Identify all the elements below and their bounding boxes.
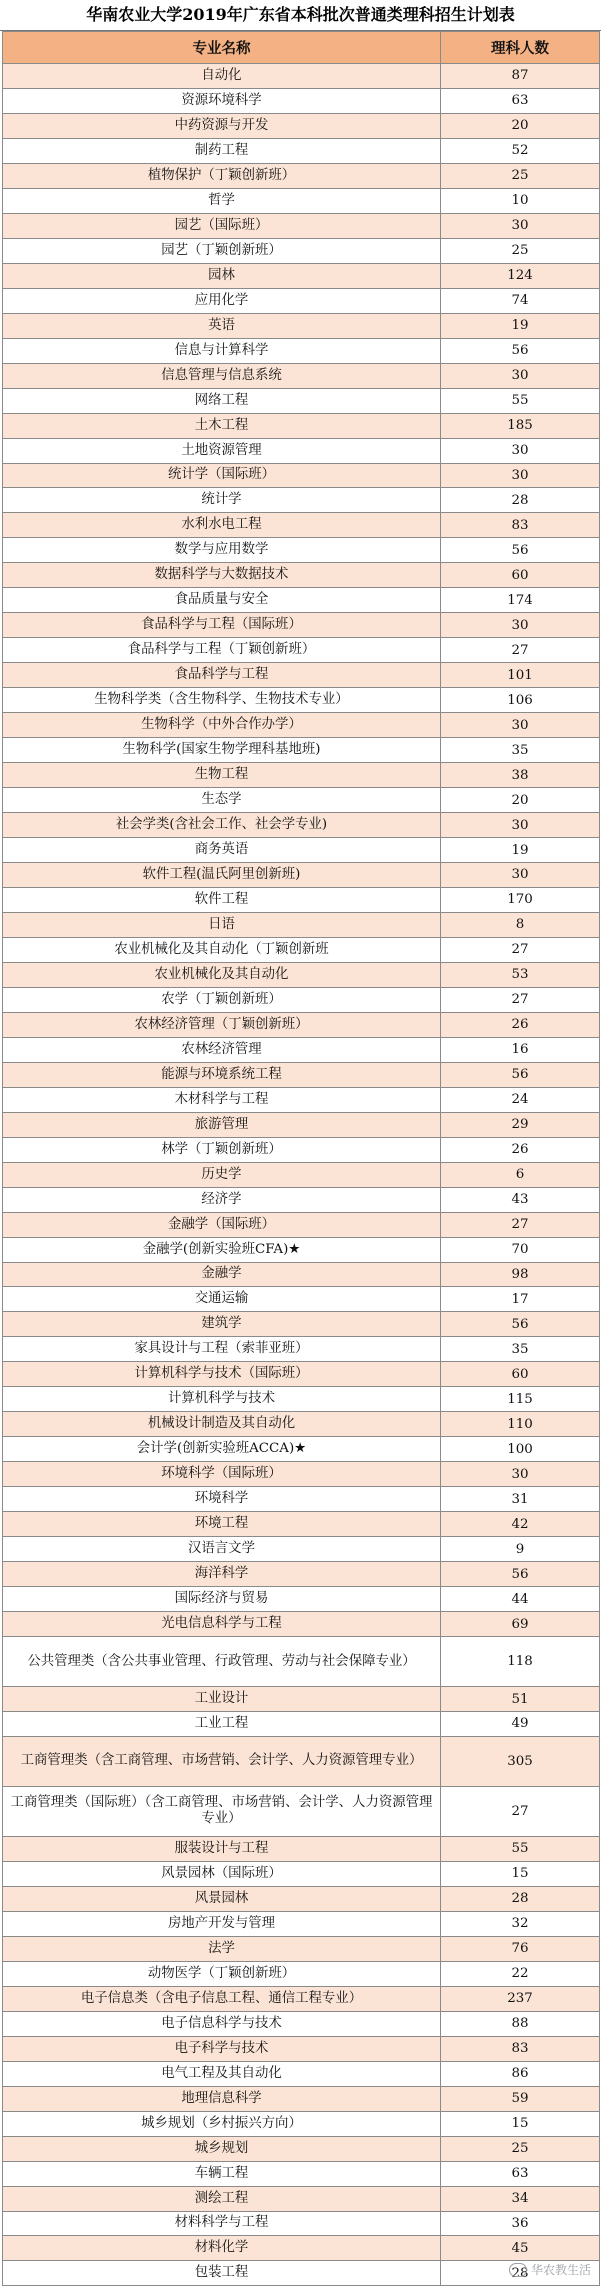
science-count-cell: 35 xyxy=(441,1337,600,1362)
science-count-cell: 19 xyxy=(441,838,600,863)
science-count-cell: 124 xyxy=(441,263,600,288)
major-name-cell: 商务英语 xyxy=(3,838,441,863)
major-name-cell: 生态学 xyxy=(3,788,441,813)
major-name-cell: 食品科学与工程（国际班） xyxy=(3,613,441,638)
major-name-cell: 中药资源与开发 xyxy=(3,113,441,138)
enrollment-table xyxy=(2,31,600,2286)
table-row xyxy=(3,363,600,388)
science-count-cell: 44 xyxy=(441,1587,600,1612)
science-count-cell: 59 xyxy=(441,2086,600,2111)
science-count-cell: 35 xyxy=(441,738,600,763)
science-count-cell: 45 xyxy=(441,2236,600,2261)
major-name-cell: 地理信息科学 xyxy=(3,2086,441,2111)
science-count-cell: 305 xyxy=(441,1736,600,1786)
table-row xyxy=(3,1462,600,1487)
major-name-cell: 农林经济管理 xyxy=(3,1037,441,1062)
table-row xyxy=(3,713,600,738)
major-name-cell: 软件工程(温氏阿里创新班) xyxy=(3,863,441,888)
major-name-cell: 城乡规划 xyxy=(3,2136,441,2161)
table-row xyxy=(3,663,600,688)
table-row xyxy=(3,1836,600,1861)
major-name-cell: 制药工程 xyxy=(3,138,441,163)
major-name-cell: 环境科学 xyxy=(3,1487,441,1512)
table-row xyxy=(3,338,600,363)
table-row xyxy=(3,1262,600,1287)
table-row xyxy=(3,238,600,263)
major-name-cell: 农林经济管理（丁颖创新班） xyxy=(3,1012,441,1037)
major-name-cell: 土地资源管理 xyxy=(3,438,441,463)
science-count-cell: 19 xyxy=(441,313,600,338)
science-count-cell: 27 xyxy=(441,638,600,663)
table-row xyxy=(3,1087,600,1112)
major-name-cell: 动物医学（丁颖创新班） xyxy=(3,1961,441,1986)
major-name-cell: 英语 xyxy=(3,313,441,338)
science-count-cell: 8 xyxy=(441,912,600,937)
science-count-cell: 83 xyxy=(441,513,600,538)
table-row xyxy=(3,2236,600,2261)
table-row xyxy=(3,488,600,513)
major-name-cell: 国际经济与贸易 xyxy=(3,1587,441,1612)
major-name-cell: 电子科学与技术 xyxy=(3,2036,441,2061)
table-row xyxy=(3,1861,600,1886)
major-name-cell: 环境科学（国际班） xyxy=(3,1462,441,1487)
science-count-cell: 30 xyxy=(441,613,600,638)
science-count-cell: 27 xyxy=(441,987,600,1012)
table-row xyxy=(3,1112,600,1137)
science-count-cell: 74 xyxy=(441,288,600,313)
major-name-cell: 建筑学 xyxy=(3,1312,441,1337)
major-name-cell: 旅游管理 xyxy=(3,1112,441,1137)
science-count-cell: 22 xyxy=(441,1961,600,1986)
major-name-cell: 风景园林 xyxy=(3,1886,441,1911)
table-row xyxy=(3,438,600,463)
major-name-cell: 风景园林（国际班） xyxy=(3,1861,441,1886)
major-name-cell: 土木工程 xyxy=(3,413,441,438)
table-row xyxy=(3,588,600,613)
science-count-cell: 31 xyxy=(441,1487,600,1512)
science-count-cell: 88 xyxy=(441,2011,600,2036)
table-row xyxy=(3,987,600,1012)
table-row xyxy=(3,1162,600,1187)
science-count-cell: 56 xyxy=(441,1062,600,1087)
major-name-cell: 能源与环境系统工程 xyxy=(3,1062,441,1087)
table-row xyxy=(3,113,600,138)
major-name-cell: 法学 xyxy=(3,1936,441,1961)
table-row xyxy=(3,1537,600,1562)
major-name-cell: 园艺（丁颖创新班） xyxy=(3,238,441,263)
table-row xyxy=(3,1137,600,1162)
watermark xyxy=(509,2261,591,2278)
major-name-cell: 工商管理类（国际班）（含工商管理、市场营销、会计学、人力资源管理专业） xyxy=(3,1786,441,1836)
science-count-cell: 27 xyxy=(441,1786,600,1836)
science-count-cell: 30 xyxy=(441,863,600,888)
table-row xyxy=(3,1037,600,1062)
table-row xyxy=(3,2061,600,2086)
science-count-cell: 16 xyxy=(441,1037,600,1062)
science-count-cell: 34 xyxy=(441,2186,600,2211)
major-name-cell: 园艺（国际班） xyxy=(3,213,441,238)
table-row xyxy=(3,1487,600,1512)
table-row xyxy=(3,1637,600,1687)
major-name-cell: 城乡规划（乡村振兴方向） xyxy=(3,2111,441,2136)
science-count-cell: 63 xyxy=(441,88,600,113)
table-row xyxy=(3,413,600,438)
table-row xyxy=(3,1362,600,1387)
science-count-cell: 69 xyxy=(441,1612,600,1637)
science-count-cell: 29 xyxy=(441,1112,600,1137)
science-count-cell: 25 xyxy=(441,163,600,188)
science-count-cell: 185 xyxy=(441,413,600,438)
science-count-cell: 101 xyxy=(441,663,600,688)
major-name-cell: 信息与计算科学 xyxy=(3,338,441,363)
major-name-cell: 家具设计与工程（索菲亚班） xyxy=(3,1337,441,1362)
table-row xyxy=(3,1612,600,1637)
science-count-cell: 15 xyxy=(441,1861,600,1886)
table-row xyxy=(3,213,600,238)
science-count-cell: 52 xyxy=(441,138,600,163)
table-row xyxy=(3,1712,600,1737)
table-row xyxy=(3,1412,600,1437)
watermark-text: 华农教生活 xyxy=(530,2263,591,2277)
major-name-cell: 计算机科学与技术 xyxy=(3,1387,441,1412)
wechat-icon xyxy=(509,2263,527,2277)
major-name-cell: 公共管理类（含公共事业管理、行政管理、劳动与社会保障专业） xyxy=(3,1637,441,1687)
table-row xyxy=(3,813,600,838)
table-row xyxy=(3,962,600,987)
science-count-cell: 25 xyxy=(441,238,600,263)
major-name-cell: 数学与应用数学 xyxy=(3,538,441,563)
table-row xyxy=(3,163,600,188)
science-count-cell: 51 xyxy=(441,1687,600,1712)
major-name-cell: 自动化 xyxy=(3,64,441,89)
major-name-cell: 汉语言文学 xyxy=(3,1537,441,1562)
science-count-cell: 20 xyxy=(441,113,600,138)
major-name-cell: 交通运输 xyxy=(3,1287,441,1312)
major-name-cell: 电气工程及其自动化 xyxy=(3,2061,441,2086)
science-count-cell: 17 xyxy=(441,1287,600,1312)
table-row xyxy=(3,2186,600,2211)
major-name-cell: 数据科学与大数据技术 xyxy=(3,563,441,588)
table-row xyxy=(3,937,600,962)
science-count-cell: 30 xyxy=(441,213,600,238)
science-count-cell: 30 xyxy=(441,713,600,738)
major-name-cell: 会计学(创新实验班ACCA)★ xyxy=(3,1437,441,1462)
table-row xyxy=(3,1012,600,1037)
major-name-cell: 历史学 xyxy=(3,1162,441,1187)
major-name-cell: 光电信息科学与工程 xyxy=(3,1612,441,1637)
major-name-cell: 服装设计与工程 xyxy=(3,1836,441,1861)
science-count-cell: 28 xyxy=(441,488,600,513)
table-row xyxy=(3,1437,600,1462)
table-row xyxy=(3,288,600,313)
table-title: 华南农业大学2019年广东省本科批次普通类理科招生计划表 xyxy=(0,0,601,31)
science-count-cell: 30 xyxy=(441,1462,600,1487)
major-name-cell: 生物工程 xyxy=(3,763,441,788)
major-name-cell: 车辆工程 xyxy=(3,2161,441,2186)
major-name-cell: 金融学 xyxy=(3,1262,441,1287)
science-count-cell: 27 xyxy=(441,1212,600,1237)
table-row xyxy=(3,763,600,788)
major-name-cell: 房地产开发与管理 xyxy=(3,1911,441,1936)
major-name-cell: 哲学 xyxy=(3,188,441,213)
science-count-cell: 6 xyxy=(441,1162,600,1187)
table-row xyxy=(3,1936,600,1961)
table-row xyxy=(3,613,600,638)
science-count-cell: 60 xyxy=(441,1362,600,1387)
major-name-cell: 电子信息科学与技术 xyxy=(3,2011,441,2036)
table-row xyxy=(3,1062,600,1087)
science-count-cell: 49 xyxy=(441,1712,600,1737)
table-row xyxy=(3,1786,600,1836)
major-name-cell: 农业机械化及其自动化 xyxy=(3,962,441,987)
science-count-cell: 30 xyxy=(441,363,600,388)
science-count-cell: 28 xyxy=(441,2261,600,2286)
major-name-cell: 园林 xyxy=(3,263,441,288)
major-name-cell: 木材科学与工程 xyxy=(3,1087,441,1112)
science-count-cell: 56 xyxy=(441,338,600,363)
major-name-cell: 统计学（国际班） xyxy=(3,463,441,488)
major-name-cell: 材料化学 xyxy=(3,2236,441,2261)
science-count-cell: 9 xyxy=(441,1537,600,1562)
table-row xyxy=(3,1986,600,2011)
major-name-cell: 生物科学（中外合作办学） xyxy=(3,713,441,738)
science-count-cell: 28 xyxy=(441,1886,600,1911)
major-name-cell: 金融学(创新实验班CFA)★ xyxy=(3,1237,441,1262)
table-row xyxy=(3,688,600,713)
science-count-cell: 32 xyxy=(441,1911,600,1936)
science-count-cell: 83 xyxy=(441,2036,600,2061)
science-count-cell: 76 xyxy=(441,1936,600,1961)
table-row xyxy=(3,463,600,488)
major-name-cell: 信息管理与信息系统 xyxy=(3,363,441,388)
table-row xyxy=(3,2086,600,2111)
science-count-cell: 38 xyxy=(441,763,600,788)
table-row xyxy=(3,1587,600,1612)
science-count-cell: 26 xyxy=(441,1012,600,1037)
science-count-cell: 42 xyxy=(441,1512,600,1537)
major-name-cell: 食品科学与工程 xyxy=(3,663,441,688)
major-name-cell: 金融学（国际班） xyxy=(3,1212,441,1237)
science-count-cell: 237 xyxy=(441,1986,600,2011)
table-row xyxy=(3,188,600,213)
major-name-cell: 材料科学与工程 xyxy=(3,2211,441,2236)
table-row xyxy=(3,1212,600,1237)
major-name-cell: 工商管理类（含工商管理、市场营销、会计学、人力资源管理专业） xyxy=(3,1736,441,1786)
header-row xyxy=(3,32,600,64)
table-row xyxy=(3,388,600,413)
table-row xyxy=(3,1237,600,1262)
table-row xyxy=(3,738,600,763)
table-row xyxy=(3,513,600,538)
table-row xyxy=(3,1387,600,1412)
science-count-cell: 98 xyxy=(441,1262,600,1287)
table-row xyxy=(3,263,600,288)
science-count-cell: 70 xyxy=(441,1237,600,1262)
science-count-cell: 27 xyxy=(441,937,600,962)
science-count-cell: 118 xyxy=(441,1637,600,1687)
table-row xyxy=(3,887,600,912)
table-row xyxy=(3,1961,600,1986)
science-count-cell: 30 xyxy=(441,813,600,838)
science-count-cell: 63 xyxy=(441,2161,600,2186)
table-row xyxy=(3,1736,600,1786)
science-count-cell: 36 xyxy=(441,2211,600,2236)
science-count-cell: 56 xyxy=(441,1562,600,1587)
science-count-cell: 10 xyxy=(441,188,600,213)
science-count-cell: 174 xyxy=(441,588,600,613)
table-row xyxy=(3,313,600,338)
science-count-cell: 30 xyxy=(441,463,600,488)
science-count-cell: 26 xyxy=(441,1137,600,1162)
major-name-cell: 包装工程 xyxy=(3,2261,441,2286)
table-row xyxy=(3,1886,600,1911)
major-name-cell: 社会学类(含社会工作、社会学专业) xyxy=(3,813,441,838)
science-count-cell: 60 xyxy=(441,563,600,588)
table-row xyxy=(3,88,600,113)
major-name-cell: 网络工程 xyxy=(3,388,441,413)
major-name-cell: 生物科学类（含生物科学、生物技术专业） xyxy=(3,688,441,713)
science-count-cell: 43 xyxy=(441,1187,600,1212)
major-name-cell: 食品科学与工程（丁颖创新班） xyxy=(3,638,441,663)
major-name-cell: 农学（丁颖创新班） xyxy=(3,987,441,1012)
science-count-cell: 20 xyxy=(441,788,600,813)
table-row xyxy=(3,788,600,813)
table-row xyxy=(3,863,600,888)
science-count-cell: 55 xyxy=(441,388,600,413)
science-count-cell: 100 xyxy=(441,1437,600,1462)
major-name-cell: 机械设计制造及其自动化 xyxy=(3,1412,441,1437)
major-name-cell: 植物保护（丁颖创新班） xyxy=(3,163,441,188)
major-name-cell: 食品质量与安全 xyxy=(3,588,441,613)
major-name-cell: 应用化学 xyxy=(3,288,441,313)
table-row xyxy=(3,2161,600,2186)
table-row xyxy=(3,838,600,863)
major-name-cell: 海洋科学 xyxy=(3,1562,441,1587)
table-row xyxy=(3,638,600,663)
table-row xyxy=(3,64,600,89)
major-name-cell: 统计学 xyxy=(3,488,441,513)
science-count-cell: 30 xyxy=(441,438,600,463)
science-count-cell: 56 xyxy=(441,1312,600,1337)
major-name-cell: 电子信息类（含电子信息工程、通信工程专业） xyxy=(3,1986,441,2011)
table-row xyxy=(3,2011,600,2036)
science-count-cell: 106 xyxy=(441,688,600,713)
science-count-cell: 86 xyxy=(441,2061,600,2086)
major-name-cell: 工业设计 xyxy=(3,1687,441,1712)
major-name-cell: 工业工程 xyxy=(3,1712,441,1737)
major-name-cell: 软件工程 xyxy=(3,887,441,912)
table-row xyxy=(3,1512,600,1537)
table-row xyxy=(3,538,600,563)
column-header-name: 专业名称 xyxy=(3,32,441,64)
major-name-cell: 日语 xyxy=(3,912,441,937)
table-row xyxy=(3,1911,600,1936)
major-name-cell: 林学（丁颖创新班） xyxy=(3,1137,441,1162)
table-row xyxy=(3,2111,600,2136)
science-count-cell: 56 xyxy=(441,538,600,563)
science-count-cell: 25 xyxy=(441,2136,600,2161)
science-count-cell: 15 xyxy=(441,2111,600,2136)
major-name-cell: 环境工程 xyxy=(3,1512,441,1537)
science-count-cell: 87 xyxy=(441,64,600,89)
science-count-cell: 53 xyxy=(441,962,600,987)
table-row xyxy=(3,1287,600,1312)
column-header-count: 理科人数 xyxy=(441,32,600,64)
table-row xyxy=(3,1337,600,1362)
major-name-cell: 测绘工程 xyxy=(3,2186,441,2211)
table-row xyxy=(3,138,600,163)
major-name-cell: 经济学 xyxy=(3,1187,441,1212)
table-row xyxy=(3,1312,600,1337)
table-row xyxy=(3,2136,600,2161)
major-name-cell: 资源环境科学 xyxy=(3,88,441,113)
science-count-cell: 110 xyxy=(441,1412,600,1437)
major-name-cell: 生物科学(国家生物学理科基地班) xyxy=(3,738,441,763)
table-row xyxy=(3,912,600,937)
table-row xyxy=(3,2036,600,2061)
table-row xyxy=(3,2211,600,2236)
science-count-cell: 24 xyxy=(441,1087,600,1112)
major-name-cell: 农业机械化及其自动化（丁颖创新班 xyxy=(3,937,441,962)
science-count-cell: 115 xyxy=(441,1387,600,1412)
table-row xyxy=(3,1687,600,1712)
science-count-cell: 170 xyxy=(441,887,600,912)
table-row xyxy=(3,1562,600,1587)
table-row xyxy=(3,1187,600,1212)
science-count-cell: 55 xyxy=(441,1836,600,1861)
major-name-cell: 计算机科学与技术（国际班） xyxy=(3,1362,441,1387)
table-row xyxy=(3,563,600,588)
major-name-cell: 水利水电工程 xyxy=(3,513,441,538)
